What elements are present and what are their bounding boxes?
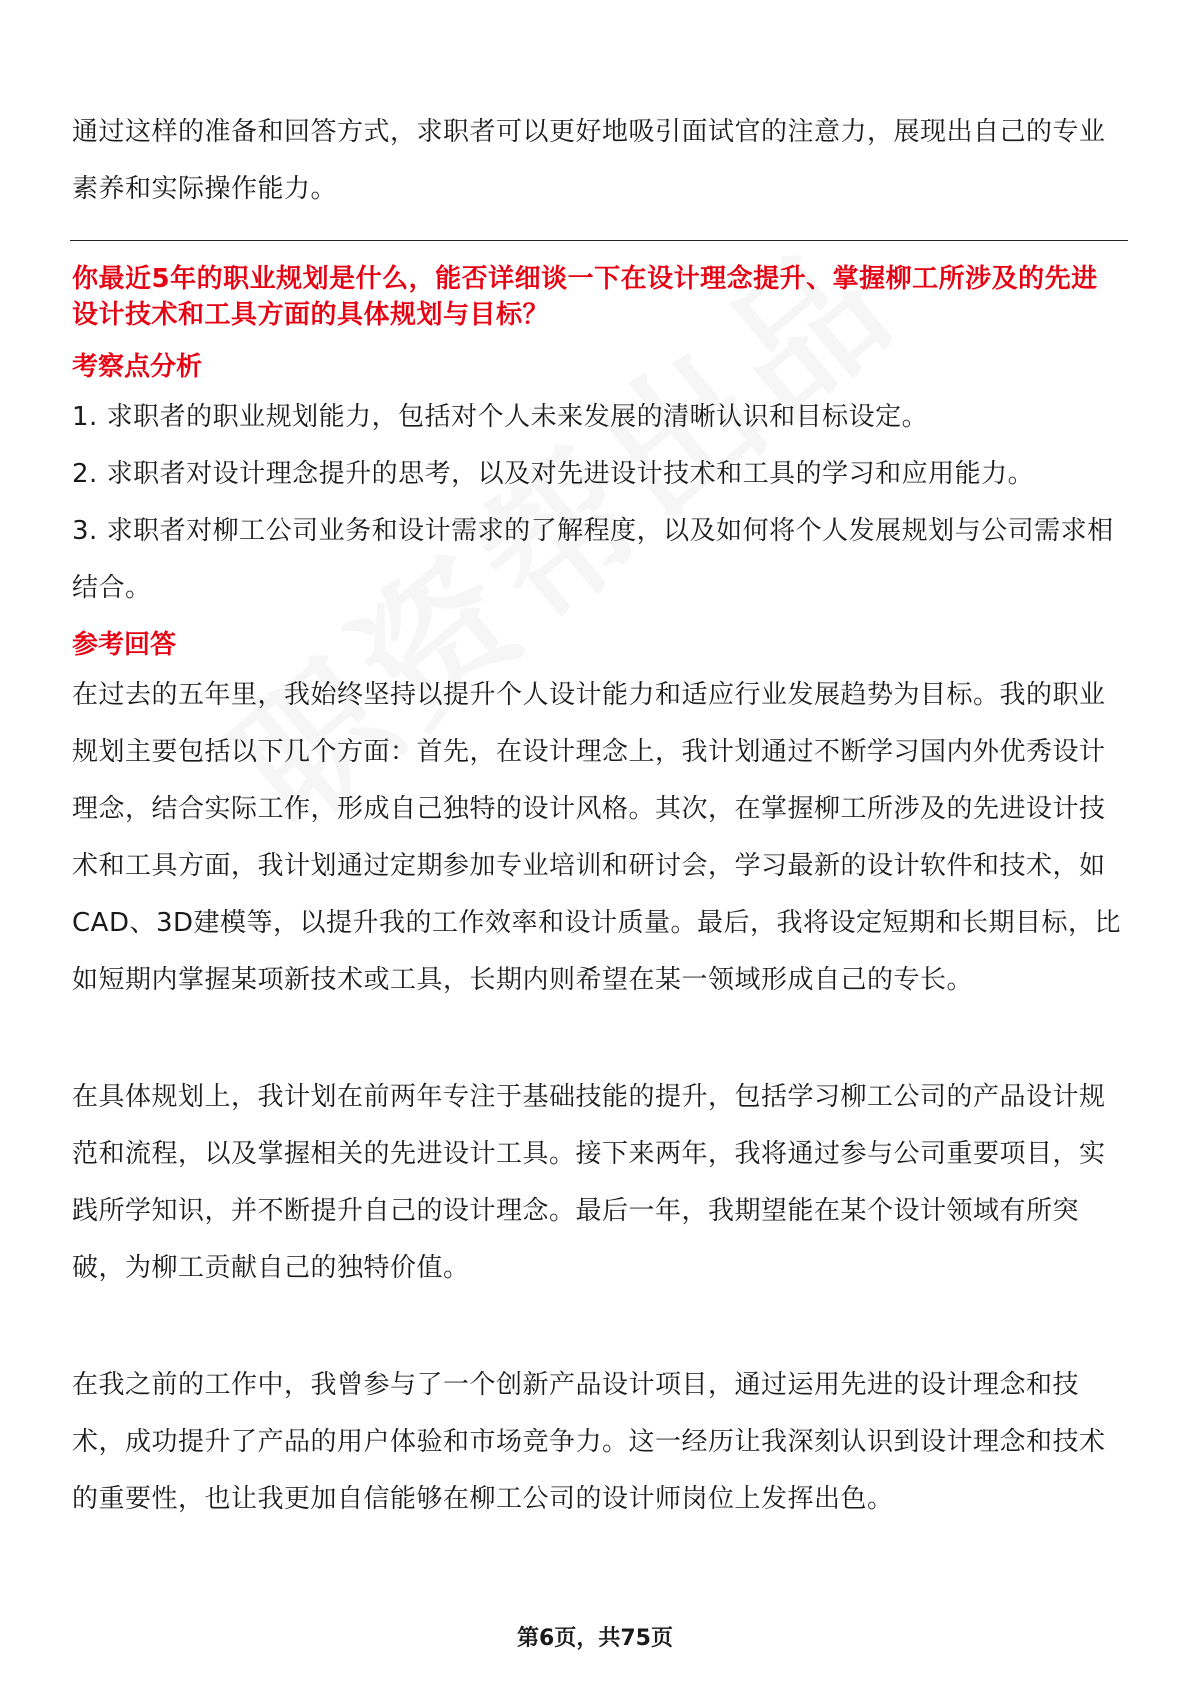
question-heading: 你最近5年的职业规划是什么，能否详细谈一下在设计理念提升、掌握柳工所涉及的先进设计技术和工具方面的具体规划与目标？ bbox=[72, 264, 1098, 330]
intro-paragraph: 通过这样的准备和回答方式，求职者可以更好地吸引面试官的注意力，展现出自己的专业素养和实际操作能力。 bbox=[72, 117, 1106, 204]
paragraph-spacer bbox=[72, 1009, 1122, 1069]
list-item: 2. 求职者对设计理念提升的思考，以及对先进设计技术和工具的学习和应用能力。 bbox=[72, 459, 1035, 489]
answer-paragraph: 在具体规划上，我计划在前两年专注于基础技能的提升，包括学习柳工公司的产品设计规范和流程，以及掌握相关的先进设计工具。接下来两年，我将通过参与公司重要项目，实践所学知识，并不断提升自己的设计理念。最后一年，我期望能在某个设计领域有所突破，为柳工贡献自己的独特价值。 bbox=[72, 1082, 1106, 1283]
answer-paragraph: 在过去的五年里，我始终坚持以提升个人设计能力和适应行业发展趋势为目标。我的职业规划主要包括以下几个方面：首先，在设计理念上，我计划通过不断学习国内外优秀设计理念，结合实际工作，形成自己独特的设计风格。其次，在掌握柳工所涉及的先进设计技术和工具方面，我计划通过定期参加专业培训和研讨会，学习最新的设计软件和技术，如CAD、3D建模等，以提升我的工作效率和设计质量。最后，我将设定短期和长期目标，比如短期内掌握某项新技术或工具，长期内则希望在某一领域形成自己的专长。 bbox=[72, 680, 1122, 995]
section-divider bbox=[70, 240, 1128, 241]
answer-paragraph: 在我之前的工作中，我曾参与了一个创新产品设计项目，通过运用先进的设计理念和技术，成功提升了产品的用户体验和市场竞争力。这一经历让我深刻认识到设计理念和技术的重要性，也让我更加自信能够在柳工公司的设计师岗位上发挥出色。 bbox=[72, 1370, 1106, 1514]
analysis-list bbox=[72, 389, 1122, 617]
paragraph-spacer bbox=[72, 1297, 1122, 1357]
list-item: 1. 求职者的职业规划能力，包括对个人未来发展的清晰认识和目标设定。 bbox=[72, 402, 929, 432]
analysis-title: 考察点分析 bbox=[72, 352, 203, 382]
page-content bbox=[72, 104, 1122, 1528]
list-item: 3. 求职者对柳工公司业务和设计需求的了解程度，以及如何将个人发展规划与公司需求相结合。 bbox=[72, 516, 1114, 603]
answer-title: 参考回答 bbox=[72, 630, 177, 660]
page-number: 第6页，共75页 bbox=[517, 1626, 673, 1651]
